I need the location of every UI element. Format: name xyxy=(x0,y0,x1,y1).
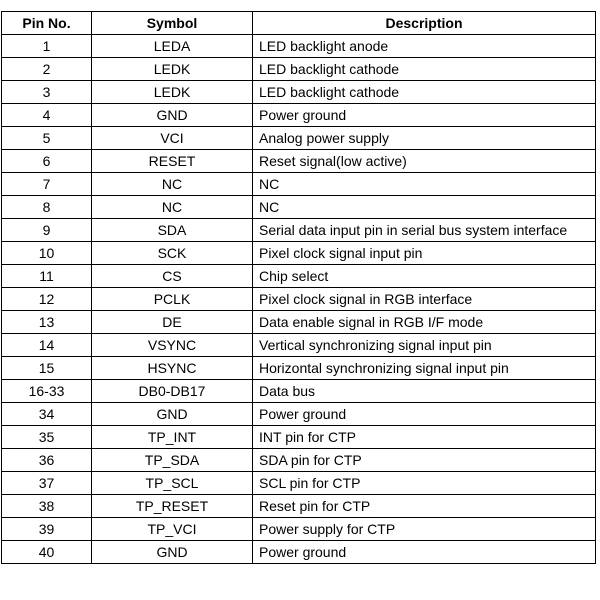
table-row xyxy=(2,242,596,265)
symbol-cell: SCK xyxy=(92,242,253,265)
description-cell: LED backlight cathode xyxy=(253,58,596,81)
description-cell: Power ground xyxy=(253,403,596,426)
table-body xyxy=(2,35,596,564)
symbol-cell: GND xyxy=(92,403,253,426)
table-row xyxy=(2,311,596,334)
table-row xyxy=(2,265,596,288)
symbol-cell: DB0-DB17 xyxy=(92,380,253,403)
header-symbol: Symbol xyxy=(92,12,253,35)
pin-number-cell: 8 xyxy=(2,196,92,219)
pin-number-cell: 13 xyxy=(2,311,92,334)
description-cell: SDA pin for CTP xyxy=(253,449,596,472)
description-cell: Serial data input pin in serial bus system interface xyxy=(253,219,596,242)
table-row xyxy=(2,357,596,380)
pin-number-cell: 7 xyxy=(2,173,92,196)
pin-number-cell: 2 xyxy=(2,58,92,81)
symbol-cell: VCI xyxy=(92,127,253,150)
table-row xyxy=(2,104,596,127)
description-cell: Power ground xyxy=(253,104,596,127)
symbol-cell: TP_RESET xyxy=(92,495,253,518)
pin-number-cell: 38 xyxy=(2,495,92,518)
table-row xyxy=(2,380,596,403)
description-cell: SCL pin for CTP xyxy=(253,472,596,495)
pin-number-cell: 14 xyxy=(2,334,92,357)
description-cell: Pixel clock signal input pin xyxy=(253,242,596,265)
description-cell: NC xyxy=(253,173,596,196)
pin-number-cell: 34 xyxy=(2,403,92,426)
table-row xyxy=(2,472,596,495)
description-cell: Vertical synchronizing signal input pin xyxy=(253,334,596,357)
pin-number-cell: 16-33 xyxy=(2,380,92,403)
symbol-cell: CS xyxy=(92,265,253,288)
symbol-cell: GND xyxy=(92,541,253,564)
pin-number-cell: 1 xyxy=(2,35,92,58)
description-cell: Data enable signal in RGB I/F mode xyxy=(253,311,596,334)
table-row xyxy=(2,288,596,311)
pin-number-cell: 36 xyxy=(2,449,92,472)
symbol-cell: RESET xyxy=(92,150,253,173)
table-row xyxy=(2,541,596,564)
symbol-cell: SDA xyxy=(92,219,253,242)
table-row xyxy=(2,219,596,242)
header-description: Description xyxy=(253,12,596,35)
description-cell: Horizontal synchronizing signal input pin xyxy=(253,357,596,380)
description-cell: Power ground xyxy=(253,541,596,564)
symbol-cell: GND xyxy=(92,104,253,127)
pin-number-cell: 15 xyxy=(2,357,92,380)
pin-number-cell: 5 xyxy=(2,127,92,150)
table-row xyxy=(2,518,596,541)
header-pin-no: Pin No. xyxy=(2,12,92,35)
description-cell: Data bus xyxy=(253,380,596,403)
symbol-cell: LEDA xyxy=(92,35,253,58)
table-row xyxy=(2,35,596,58)
table-row xyxy=(2,81,596,104)
pin-number-cell: 9 xyxy=(2,219,92,242)
pin-number-cell: 12 xyxy=(2,288,92,311)
description-cell: INT pin for CTP xyxy=(253,426,596,449)
symbol-cell: TP_VCI xyxy=(92,518,253,541)
symbol-cell: PCLK xyxy=(92,288,253,311)
description-cell: Reset signal(low active) xyxy=(253,150,596,173)
symbol-cell: NC xyxy=(92,196,253,219)
symbol-cell: HSYNC xyxy=(92,357,253,380)
table-row xyxy=(2,426,596,449)
table-row xyxy=(2,403,596,426)
table-row xyxy=(2,495,596,518)
table-row xyxy=(2,127,596,150)
description-cell: Power supply for CTP xyxy=(253,518,596,541)
description-cell: Chip select xyxy=(253,265,596,288)
table-row xyxy=(2,196,596,219)
symbol-cell: TP_SDA xyxy=(92,449,253,472)
pin-number-cell: 11 xyxy=(2,265,92,288)
symbol-cell: NC xyxy=(92,173,253,196)
table-row xyxy=(2,58,596,81)
description-cell: Reset pin for CTP xyxy=(253,495,596,518)
symbol-cell: VSYNC xyxy=(92,334,253,357)
symbol-cell: LEDK xyxy=(92,58,253,81)
table-row xyxy=(2,334,596,357)
symbol-cell: DE xyxy=(92,311,253,334)
table-row xyxy=(2,173,596,196)
symbol-cell: TP_SCL xyxy=(92,472,253,495)
pin-number-cell: 10 xyxy=(2,242,92,265)
pin-number-cell: 6 xyxy=(2,150,92,173)
description-cell: Analog power supply xyxy=(253,127,596,150)
pin-number-cell: 35 xyxy=(2,426,92,449)
description-cell: LED backlight anode xyxy=(253,35,596,58)
description-cell: NC xyxy=(253,196,596,219)
symbol-cell: TP_INT xyxy=(92,426,253,449)
pin-number-cell: 3 xyxy=(2,81,92,104)
symbol-cell: LEDK xyxy=(92,81,253,104)
pin-number-cell: 40 xyxy=(2,541,92,564)
table-row xyxy=(2,150,596,173)
description-cell: Pixel clock signal in RGB interface xyxy=(253,288,596,311)
table-header-row xyxy=(2,12,596,35)
pin-definition-table xyxy=(1,11,596,564)
description-cell: LED backlight cathode xyxy=(253,81,596,104)
pin-number-cell: 37 xyxy=(2,472,92,495)
pin-number-cell: 39 xyxy=(2,518,92,541)
pin-number-cell: 4 xyxy=(2,104,92,127)
table-row xyxy=(2,449,596,472)
